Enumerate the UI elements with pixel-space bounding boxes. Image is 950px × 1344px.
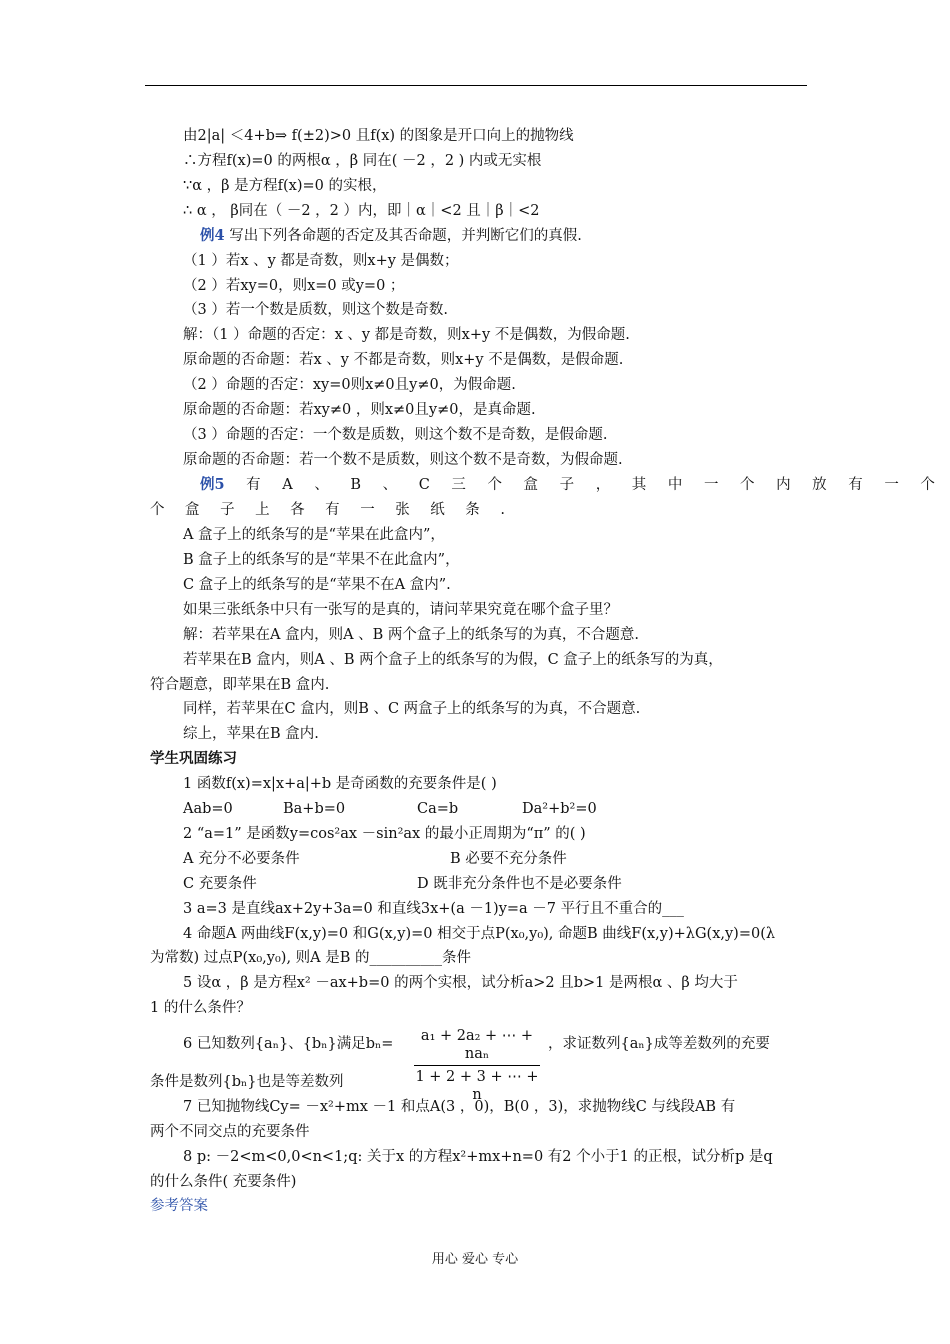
text-line: A 盒子上的纸条写的是“苹果在此盒内”， — [183, 527, 445, 543]
word: 上 — [255, 502, 270, 518]
word: 、 — [314, 477, 329, 493]
question-2: 2 “a=1” 是函数y=cos²ax －sin²ax 的最小正周期为“π” 的( ) — [183, 826, 586, 842]
section-title: 学生巩固练习 — [150, 751, 237, 767]
text-line: 原命题的否命题：若xy≠0 ，则x≠0且y≠0，是真命题. — [183, 402, 536, 418]
q2-option-a: A 充分不必要条件 — [183, 851, 300, 867]
question-6-pre: 6 已知数列{aₙ}、{bₙ}满足bₙ= — [183, 1036, 394, 1052]
text-line: （3 ）若一个数是质数，则这个数是奇数. — [183, 302, 448, 318]
word: 盒 — [523, 477, 539, 493]
q1-option-d: Da²+b²=0 — [522, 801, 597, 817]
word: 放 — [812, 477, 827, 493]
word: 张 — [395, 502, 410, 518]
word: 其 — [631, 477, 647, 493]
answer-link[interactable]: 参考答案 — [150, 1198, 208, 1214]
header-rule — [145, 85, 807, 86]
q2-option-c: C 充要条件 — [183, 876, 257, 892]
question-7-cont: 两个不同交点的充要条件 — [150, 1124, 310, 1140]
question-1: 1 函数f(x)=x|x+a|+b 是奇函数的充要条件是( ) — [183, 776, 497, 792]
example-label: 例5 — [200, 476, 225, 493]
text-line: 原命题的否命题：若x 、y 不都是奇数，则x+y 不是偶数，是假命题. — [183, 352, 624, 368]
word: 有 — [246, 477, 261, 493]
text-line: C 盒子上的纸条写的是“苹果不在A 盒内”. — [183, 577, 451, 593]
text-line: 如果三张纸条中只有一张写的是真的，请问苹果究竟在哪个盒子里？ — [183, 602, 618, 618]
page-footer: 用心 爱心 专心 — [431, 1252, 519, 1267]
example-text: 写出下列各命题的否定及其否命题，并判断它们的真假. — [229, 228, 582, 244]
text-line: ∵α ，β 是方程f(x)=0 的实根， — [183, 178, 387, 194]
word: . — [500, 502, 505, 518]
q1-option-b: Ba+b=0 — [283, 801, 346, 817]
word: 一 — [703, 477, 719, 493]
text-line: （2 ）若xy=0，则x=0 或y=0 ； — [183, 278, 405, 294]
word: 、 — [382, 477, 398, 493]
text-line: 原命题的否命题：若一个数不是质数，则这个数不是奇数，为假命题. — [183, 452, 623, 468]
question-6-post: ，求证数列{aₙ}成等差数列的充要 — [548, 1036, 770, 1052]
example-label: 例4 — [200, 227, 225, 244]
fraction-denominator: 1 + 2 + 3 + ⋯ + n — [415, 1069, 539, 1103]
fraction — [414, 1027, 540, 1104]
word: A — [282, 477, 293, 493]
word: 子 — [559, 477, 575, 493]
example-5-row2 — [150, 501, 505, 519]
q2-option-d: D 既非充分条件也不是必要条件 — [417, 876, 622, 892]
text-line: （3 ）命题的否定：一个数是质数，则这个数不是奇数，是假命题. — [183, 427, 608, 443]
question-5-cont: 1 的什么条件？ — [150, 1000, 251, 1016]
word: 条 — [465, 502, 480, 518]
word: 一 — [884, 477, 899, 493]
text-line: （2 ）命题的否定：xy=0则x≠0且y≠0，为假命题. — [183, 377, 516, 393]
word: B — [350, 477, 362, 493]
text-line: 同样，若苹果在C 盒内，则B 、C 两盒子上的纸条写的为真，不合题意. — [183, 701, 641, 717]
question-5: 5 设α ，β 是方程x² －ax+b=0 的两个实根，试分析a>2 且b>1 是两根α 、β 均大于 — [183, 975, 738, 991]
word: 盒 — [185, 502, 200, 518]
text-line: B 盒子上的纸条写的是“苹果不在此盒内”， — [183, 552, 460, 568]
word: 个 — [920, 477, 935, 493]
word: 个 — [487, 477, 502, 493]
q1-option-a: Aab=0 — [183, 801, 233, 817]
text-line: 综上，苹果在B 盒内. — [183, 726, 319, 742]
word: 各 — [290, 502, 305, 518]
word: 三 — [451, 477, 466, 493]
question-4: 4 命题A 两曲线F(x,y)=0 和G(x,y)=0 相交于点P(x₀,y₀), 命题B 曲线F(x,y)+λG(x,y)=0(λ — [183, 926, 776, 942]
text-line: ∴ α ， β同在（ －2 ，2 ）内，即｜α｜<2 且｜β｜<2 — [183, 203, 540, 219]
text-line: 若苹果在B 盒内，则A 、B 两个盒子上的纸条写的为假，C 盒子上的纸条写的为真， — [183, 652, 723, 668]
example-4 — [200, 227, 582, 245]
question-4-cont: 为常数) 过点P(x₀,y₀), 则A 是B 的__________条件 — [150, 950, 472, 966]
word: 子 — [220, 502, 235, 518]
q2-option-b: B 必要不充分条件 — [450, 851, 567, 867]
q1-option-c: Ca=b — [417, 801, 459, 817]
example-5-row1 — [200, 476, 935, 494]
text-line: 由2|a| ＜4+b⇒ f(±2)>0 且f(x) 的图象是开口向上的抛物线 — [183, 128, 574, 144]
word: 中 — [667, 477, 683, 493]
question-8-cont: 的什么条件( 充要条件) — [150, 1174, 297, 1190]
word: 个 — [740, 477, 755, 493]
text-line: 解：（1 ）命题的否定：x 、y 都是奇数，则x+y 不是偶数，为假命题. — [183, 327, 630, 343]
text-line: ∴方程f(x)=0 的两根α ，β 同在( －2 ，2 ) 内或无实根 — [183, 153, 542, 169]
word: 个 — [150, 502, 165, 518]
fraction-numerator: a₁ + 2a₂ + ⋯ + naₙ — [414, 1027, 540, 1066]
word: 一 — [360, 502, 375, 518]
question-8: 8 p: －2<m<0,0<n<1;q: 关于x 的方程x²+mx+n=0 有2 个小于1 的正根，试分析p 是q — [183, 1149, 773, 1165]
word: 纸 — [430, 502, 445, 518]
text-line: （1 ）若x 、y 都是奇数，则x+y 是偶数； — [183, 253, 459, 269]
text-line: 符合题意，即苹果在B 盒内. — [150, 677, 330, 693]
question-6-cont: 条件是数列{bₙ}也是等差数列 — [150, 1074, 344, 1090]
question-3: 3 a=3 是直线ax+2y+3a=0 和直线3x+(a －1)y=a －7 平行且不重合的___ — [183, 901, 684, 917]
text-line: 解：若苹果在A 盒内，则A 、B 两个盒子上的纸条写的为真，不合题意. — [183, 627, 640, 643]
question-7: 7 已知抛物线Cy= －x²+mx －1 和点A(3 ，0)，B(0 ，3)，求抛物线C 与线段AB 有 — [183, 1099, 736, 1115]
word: ， — [595, 477, 611, 493]
word: 内 — [776, 477, 791, 493]
word: 有 — [848, 477, 863, 493]
word: C — [418, 477, 430, 493]
word: 有 — [325, 502, 340, 518]
